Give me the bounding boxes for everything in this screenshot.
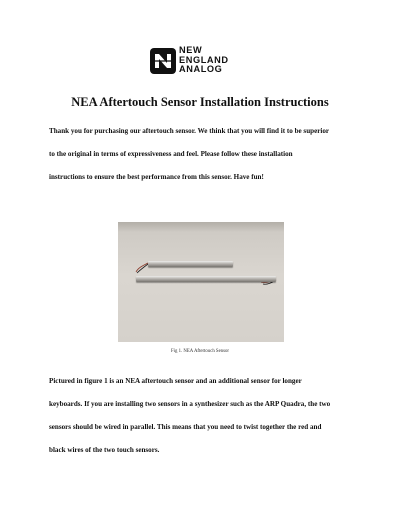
logo-wordmark <box>179 46 251 75</box>
intro-line: Thank you for purchasing our aftertouch sensor. We think that you will find it to be superior <box>49 127 330 135</box>
logo-line: ANALOG <box>179 64 223 75</box>
logo-emblem-icon <box>150 48 176 74</box>
sensor-wires-icon <box>118 222 284 342</box>
body-line: Pictured in figure 1 is an NEA aftertouch sensor and an additional sensor for longer <box>49 377 302 385</box>
body-paragraph <box>49 370 369 462</box>
document-title: NEA Aftertouch Sensor Installation Instructions <box>71 95 329 109</box>
figure-caption: Fig 1. NEA Aftertouch Sensor <box>171 349 229 354</box>
logo-line: NEW <box>179 45 203 55</box>
company-logo <box>150 46 250 76</box>
body-line: sensors should be wired in parallel. This means that you need to twist together the red and <box>49 423 322 431</box>
logo-line: ENGLAND <box>179 54 229 65</box>
body-line: black wires of the two touch sensors. <box>49 446 160 454</box>
aftertouch-sensor-long <box>136 276 276 282</box>
sensor-photo <box>118 222 284 342</box>
aftertouch-sensor-short <box>148 261 233 267</box>
intro-paragraph <box>49 120 369 189</box>
body-line: keyboards. If you are installing two sensors in a synthesizer such as the ARP Quadra, the two <box>49 400 331 408</box>
intro-line: instructions to ensure the best performance from this sensor. Have fun! <box>49 173 264 181</box>
intro-line: to the original in terms of expressiveness and feel. Please follow these installation <box>49 150 293 158</box>
